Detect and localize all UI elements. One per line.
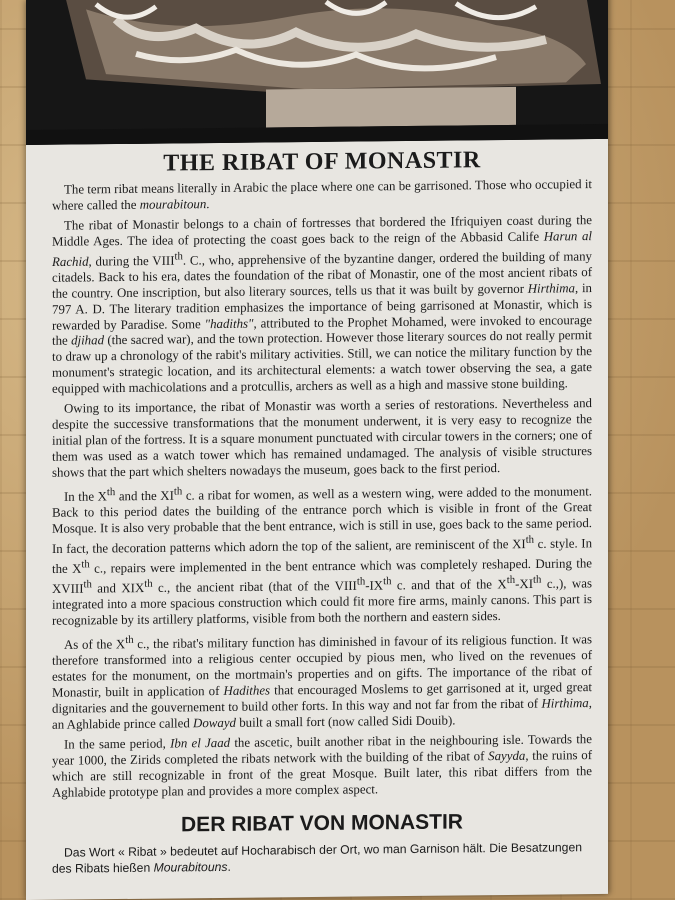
carved-stone-photo [26,0,608,145]
panel-photo [26,0,608,145]
information-panel [26,0,608,900]
german-paragraph-1: Das Wort « Ribat » bedeutet auf Hocharabisch der Ort, wo man Garnison hält. Die Besatzungen des Ribats hießen Mourabitouns. [52,840,583,877]
paragraph-3: Owing to its importance, the ribat of Monastir was worth a series of restorations. Nevertheless and despite the successive transformations that the monument underwent, it is very easy to recognize the initial plan of the fortress. It is a square monument punctuated with circular towers in the corners; one of them was used as a watch tower which has remained undamaged. The analysis of visible structures shows that the part which shelters nowadays the museum, goes back to the first period. [52,396,592,480]
paragraph-1: The term ribat means literally in Arabic the place where one can be garrisoned. Those who occupied it where called the mourabitoun. [52,177,592,213]
panel-text [52,139,592,877]
paragraph-4: In the Xth and the XIth c. a ribat for women, as well as a western wing, were added to the monument. Back to this period dates the building of the entrance porch which is visible in front of the Great Mosque. It is also very probable that the bent entrance, wich is still in use, goes back to the same period. In fact, the decoration patterns which adorn the top of the salient, are reminiscent of the XIth c. style. In the Xth c., repairs were implemented in the bent entrance which was completely reshaped. During the XVIIIth and XIXth c., the ancient ribat (that of the VIIIth-IXth c. and that of the Xth-XIth c.,), was integrated into a more spacious construction which could fit more fire arms, mainly canons. This part is recognizable by its artillery platforms, visible from both the northern and eastern sides. [52,483,593,628]
german-title: DER RIBAT VON MONASTIR [181,810,463,837]
english-title: THE RIBAT OF MONASTIR [163,147,481,177]
paragraph-5: As of the Xth c., the ribat's military function has diminished in favour of its religious function. It was therefore transformed into a religious center occupied by pious men, who lived on the revenues of estates for the monument, on the mortmain's properties and on gifts. The importance of the ribat of Monastir, built in application of Hadithes that encouraged Moslems to get garrisoned at it, urged great dignitaries and the gouvernement to build other forts. In this way and not far from the ribat of Hirthima, an Aghlabide prince called Dowayd built a small fort (now called Sidi Douib). [52,632,592,732]
paragraph-2: The ribat of Monastir belongs to a chain of fortresses that bordered the Ifriquiyen coast during the Middle Ages. The idea of protecting the coast goes back to the reign of the Abbasid Calife Harun al Rachid, during the VIIIth. C., who, apprehensive of the byzantine danger, ordered the building of many citadels. Back to his era, dates the foundation of the ribat of Monastir, one of the most ancient ribats of the country. One inscription, but also literary sources, tells us that it was built by governor Hirthima, in 797 A. D. The literary tradition emphasizes the importance of being garrisoned at Monastir, which is rewarded by Paradise. Some "hadiths", attributed to the Prophet Mohamed, were invoked to encourage the djihad (the sacred war), and the town protection. However those literary sources do not really permit to draw up a chronology of the rabit's military activities. Still, we can notice the military function by the monument's strategic location, and its architectural elements: a watch tower observing the sea, a gate equipped with machicolations and a protcullis, archers as well as a high and massive stone building. [52,212,592,396]
paragraph-6: In the same period, Ibn el Jaad the ascetic, built another ribat in the neighbouring isle. Towards the year 1000, the Zirids completed the ribats network with the building of the ribat of Sayyda, the ruins of which are still recognizable in front of the great Mosque. Built later, this ribat differs from the Aghlabide prototype plan and provides a more complex aspect. [52,731,592,800]
